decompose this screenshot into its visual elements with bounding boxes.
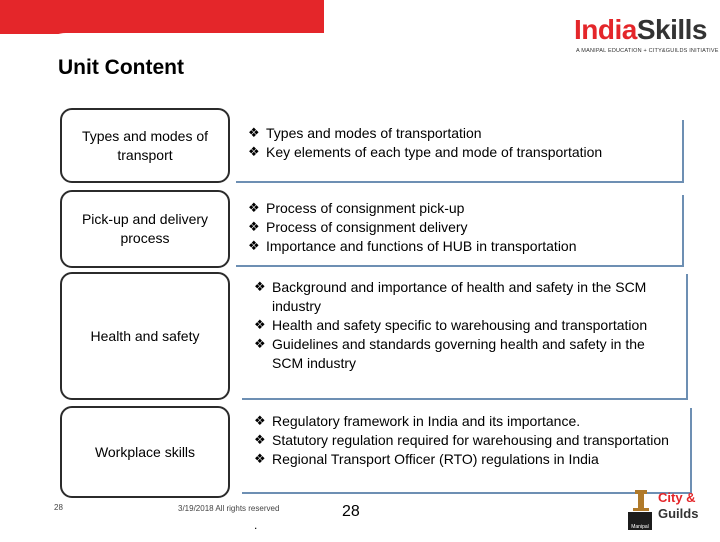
footer-slide-number: 28 [342, 503, 360, 520]
bullet-item: ❖ Statutory regulation required for warehousing and transportation [250, 431, 682, 450]
content-box-pickup-delivery [236, 195, 684, 267]
bullet-item: ❖ Background and importance of health and safety in the SCM industry [250, 278, 678, 316]
header-red-band [0, 0, 324, 34]
bullet-item: ❖ Process of consignment delivery [244, 218, 674, 237]
bullet-item: ❖ Process of consignment pick-up [244, 199, 674, 218]
manipal-badge: Manipal [628, 512, 652, 530]
footer-date: 3/19/2018 All rights reserved [178, 504, 280, 513]
indiaskills-logo [568, 12, 719, 62]
footer-dot: . [254, 518, 258, 532]
bullet-item: ❖ Guidelines and standards governing health and safety in the SCM industry [250, 335, 678, 373]
topic-label: Types and modes of transport [81, 127, 209, 163]
city-guilds-logo [628, 486, 712, 538]
bullet-item: ❖ Regional Transport Officer (RTO) regulations in India [250, 450, 682, 469]
manipal-figure-icon [632, 488, 650, 512]
guilds-text: Guilds [658, 506, 699, 521]
topic-box-pickup-delivery [60, 190, 230, 268]
bullet-item: ❖ Importance and functions of HUB in transportation [244, 237, 674, 256]
bullet-item: ❖ Regulatory framework in India and its importance. [250, 412, 682, 431]
logo-india-text: India [574, 14, 637, 45]
topic-box-transport-modes [60, 108, 230, 183]
bullet-item: ❖ Types and modes of transportation [244, 124, 674, 143]
content-box-health-safety [242, 274, 688, 400]
logo-skills-text: Skills [636, 14, 708, 45]
content-box-workplace-skills [242, 408, 692, 494]
topic-label: Workplace skills [94, 443, 196, 460]
bullet-item: ❖ Health and safety specific to warehousing and transportation [250, 316, 678, 335]
logo-tagline: A MANIPAL EDUCATION + CITY&GUILDS INITIATIVE [576, 48, 719, 54]
topic-label: Pick-up and delivery process [81, 211, 209, 246]
topic-box-health-safety [60, 272, 230, 400]
topic-box-workplace-skills [60, 406, 230, 498]
bullet-item: ❖ Key elements of each type and mode of transportation [244, 143, 674, 162]
city-text: City & [658, 490, 696, 505]
logo-wordmark [574, 14, 707, 46]
page-title: Unit Content [58, 56, 184, 79]
footer-slide-number-small: 28 [54, 503, 63, 512]
content-box-transport-modes [236, 120, 684, 183]
topic-label: Health and safety [90, 327, 200, 344]
